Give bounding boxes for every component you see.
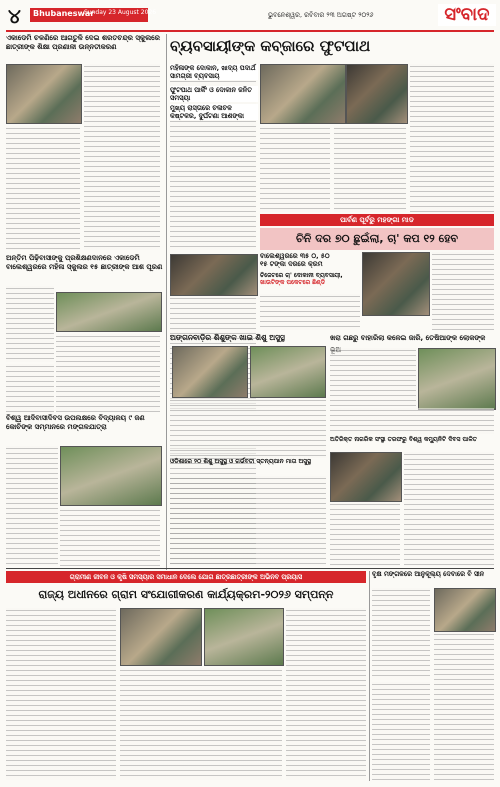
- bottom-kicker-box: [6, 571, 366, 583]
- left-headline-mid: ଅନ୍ତିମ ପିଢ଼ିବାସୀଙ୍କୁ ପ୍ରଶିକ୍ଷଣଦାନରେ ଏକାଡେମି ବାଲେଶ୍ୱରରେ ମହିଳା ସ୍କୁଲର ୧୫ ଛାତ୍ରୀଙ୍କ ଆଶ ପୂରଣ: [6, 254, 163, 271]
- bottom-text-b: [120, 668, 282, 780]
- main-photo-left: [260, 64, 346, 124]
- right-headline: ଖରା ଗଛରୁ ବାହାରିଲା କଳେଇ ଜାରି, ତେଷିଆଙ୍କ ଲୋକଙ୍କ: [330, 334, 486, 342]
- right-text-a: [330, 348, 416, 406]
- band-sub-4: ଖାଉଟିଙ୍କ ପକେଟରେ ଛିଣ୍ଡି: [260, 279, 326, 286]
- bottom-divider: [369, 571, 370, 781]
- band-text-right: [432, 252, 494, 330]
- bottom-right-headline: ବୃକ୍ଷ ମଙ୍ଗଳରେ ଆନୁକୂଲ୍ୟ ଦେବାରେ ବି ସୀନ: [372, 570, 485, 578]
- left-photo-1: [6, 64, 82, 124]
- mid-subhead-box: [170, 458, 330, 474]
- left-headline-top: ଏକାଡେମି ଚଳଣିରେ ଆଗତୁଳି ଦେଇ ଶରତଚନ୍ଦ୍ର ସ୍କୁଲରେ ଛାତ୍ରୀଙ୍କ ଶିକ୍ଷା ପ୍ରଣାଳୀ ଉନ୍ନତୀକରଣ: [6, 34, 160, 51]
- logo: ସଂବାଦ: [444, 4, 490, 25]
- main-headline-box: [170, 34, 494, 60]
- band-sub-box-2: [260, 272, 360, 292]
- band-headline: ଚିନି ଦର ୭୦ ଛୁଇଁଲା, ଚା' କପ ୧୨ ହେବ: [295, 232, 458, 245]
- left-headline-low: ବିଶ୍ୱ ଆଦିବାସୀଦିବସ ଉପଲକ୍ଷରେ ବିଦ୍ୟାଳୟ ୯ ଜଣ କୋଚିଙ୍କ ସମ୍ମାନରେ ମଙ୍ଗଳଯାତ୍ରା: [6, 414, 145, 431]
- left-headline-mid-box: [6, 254, 164, 284]
- main-text-right: [410, 64, 494, 212]
- bottom-right-text-b: [434, 632, 494, 780]
- right-text-c: [404, 452, 494, 566]
- city-label: Bhubaneswar: [33, 9, 95, 18]
- left-text-col-b: [6, 126, 80, 250]
- right-text-b: [330, 408, 494, 434]
- band-photo: [362, 252, 430, 316]
- mid-subhead: ଓଡିଶାରେ ୨୦ ଶିଶୁ ଅସୁସ୍ଥ ଓ ଗର୍ଭବତୀ ସ୍ତନ୍ୟପାନ ମାତା ଅସୁସ୍ଥ: [170, 458, 311, 465]
- mid-headline: ଅଙ୍ଗନବାଡ଼ିର ଶିଶୁଙ୍କ ଖାଇ ଶିଶୁ ଅସୁସ୍ଥ: [170, 333, 285, 342]
- bottom-kicker: ଗ୍ରାମୀଣ ଜୀବନ ଓ କୃଷି ସମସ୍ୟାର ସମାଧାନ ଦେଲେ ଯୋଗ ଛାତ୍ରଛାତ୍ରୀଙ୍କ ଅଭିନବ ପ୍ରୟାସ: [69, 573, 303, 581]
- left-text-col-g: [60, 508, 160, 566]
- mid-text-2: [170, 476, 326, 566]
- left-text-col-a: [84, 64, 160, 250]
- main-text-a: [260, 126, 330, 212]
- band-sub-1: ବାଲେଶ୍ୱରରେ ୩୫ ୦, ୫୦: [260, 252, 330, 260]
- band-headline-box: [260, 228, 494, 250]
- right-headline-2: ଅତିରିକ୍ତ ନାଗରିକ ସଂସ୍ଥା ତରଫରୁ ବିଶ୍ୱ କମ୍ୟୁନିଟି ଦିବସ ପାଳିତ: [330, 436, 477, 443]
- bottom-text-c: [286, 608, 366, 780]
- right-headline-2-box: [330, 436, 494, 450]
- bottom-photo-1: [120, 608, 202, 666]
- left-text-col-f: [6, 446, 58, 566]
- date-label: Sunday 23 August 2026: [84, 9, 157, 16]
- mid-headline-box: [170, 332, 326, 344]
- bottom-right-text-c: [372, 682, 430, 780]
- bottom-right-text-a: [372, 588, 430, 680]
- logo-box: [438, 4, 496, 26]
- mid-text: [170, 398, 326, 458]
- date-odia: ଭୁବନେଶ୍ୱର, ରବିବାର ୨୩ ଅଗଷ୍ଟ ୨୦୨୬: [268, 11, 374, 19]
- right-text-d: [330, 502, 400, 566]
- main-headline: ବ୍ୟବସାୟୀଙ୍କ କବ୍‌ଜାରେ ଫୁଟପାଥ: [170, 37, 371, 55]
- main-deck-2-box: [170, 86, 258, 104]
- main-deck-3: ମୁଖ୍ୟ ରାସ୍ତାରେ ଚଳାଚଳ କଷ୍ଟକର, ଦୁର୍ଘଟଣା ଆଶଙ୍କା: [170, 104, 258, 120]
- mid-photo-2: [250, 346, 326, 398]
- left-text-col-e: [6, 364, 54, 412]
- bottom-text-a: [6, 608, 116, 780]
- bottom-right-headline-box: [372, 571, 494, 585]
- band-kicker: ପାର୍ବଣ ପୂର୍ବରୁ ମହଙ୍ଗା ମାଡ: [340, 216, 414, 224]
- right-photo-2: [330, 452, 402, 502]
- right-headline-box: [330, 332, 494, 346]
- bottom-rule: [6, 568, 494, 569]
- left-text-col-c: [6, 286, 54, 362]
- page-number: ୪: [8, 4, 21, 28]
- band-kicker-box: [260, 214, 494, 226]
- bottom-headline: ରାଜ୍ୟ ଅଧୀନରେ ଗ୍ରାମ ସଂଯୋଗୀକରଣ କାର୍ଯ୍ୟକ୍ରମ-୨୦୨୬ ସମ୍ପନ୍ନ: [38, 588, 334, 601]
- main-deck-2: ଫୁଟପାଥ ପାର୍କିଂ ଓ ଦୋକାନ ଜନିତ ସମସ୍ୟା: [170, 86, 258, 102]
- col2-photo: [170, 254, 258, 296]
- masthead: [6, 4, 494, 28]
- band-sub-2: ୧୫ ଟଙ୍କା ଦରରେ କ୍ରମ: [260, 260, 323, 268]
- main-deck-3-box: [170, 104, 258, 124]
- left-text-col-d: [56, 334, 160, 412]
- bottom-photo-2: [204, 608, 284, 666]
- left-headline-low-box: [6, 414, 164, 444]
- main-deck-1: ମହିଳାଙ୍କ ଦୋକାନ, ଖାଦ୍ୟ ପଦାର୍ଥ ସାମଗ୍ରୀ ବ୍ୟବସାୟ: [170, 64, 258, 80]
- bottom-headline-box: [6, 584, 366, 606]
- right-photo: [418, 348, 496, 410]
- main-text-b: [334, 126, 406, 212]
- bottom-right-photo: [434, 588, 496, 632]
- left-headline-top-box: [6, 34, 164, 64]
- band-text-left: [260, 294, 360, 330]
- main-deck-1-box: [170, 64, 258, 86]
- left-col-divider: [166, 34, 167, 570]
- mid-photo-1: [172, 346, 248, 398]
- masthead-rule: [6, 30, 494, 32]
- left-photo-3: [60, 446, 162, 506]
- band-sub-3: ଚିଜେଟରେ ଚା' ଦୋକାନୀ ବ୍ୟବସାୟୀ,: [260, 272, 343, 279]
- main-photo-right: [346, 64, 408, 124]
- left-photo-2: [56, 292, 162, 332]
